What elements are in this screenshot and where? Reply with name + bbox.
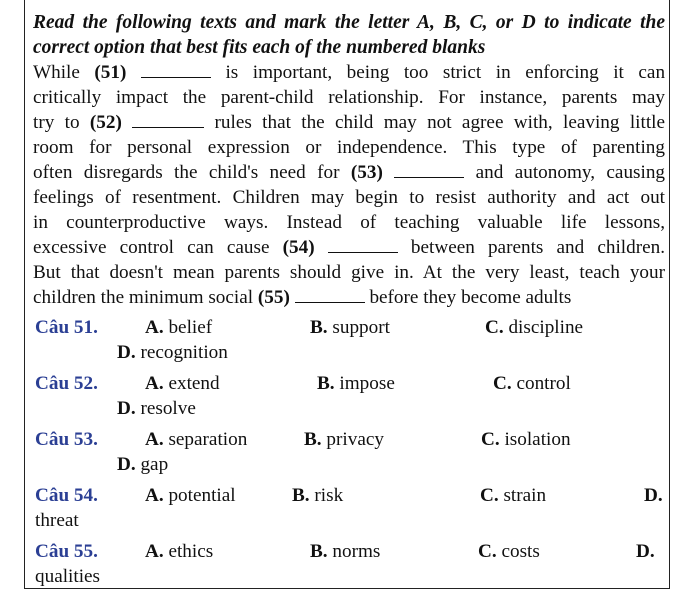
option-51-b[interactable]: B. support (310, 317, 390, 338)
blank-52 (132, 112, 204, 128)
question-53-label: Câu 53. (35, 429, 98, 450)
passage-line-5 (33, 161, 665, 185)
passage-text: excessive control can cause (33, 237, 270, 258)
blank-number-53: (53) (350, 162, 383, 183)
option-55-c[interactable]: C. costs (478, 541, 540, 562)
passage-line-2: critically impact the parent-child relationship. For instance, parents may (33, 87, 665, 108)
instruction-line-1: Read the following texts and mark the letter A, B, C, or D to indicate the (33, 12, 665, 33)
blank-51 (141, 62, 211, 78)
passage-text: and autonomy, causing (475, 162, 666, 183)
blank-54 (328, 237, 398, 253)
question-54-label: Câu 54. (35, 485, 98, 506)
option-52-b[interactable]: B. impose (317, 373, 395, 394)
option-52-d[interactable]: D. resolve (117, 398, 196, 419)
option-55-a[interactable]: A. ethics (145, 541, 214, 562)
option-54-d-text[interactable]: threat (35, 510, 79, 531)
option-53-c[interactable]: C. isolation (481, 429, 571, 450)
passage-text: between parents and children. (410, 237, 666, 258)
passage-text: often disregards the child's need for (33, 162, 340, 183)
question-55-label: Câu 55. (35, 541, 98, 562)
passage-line-7: in counterproductive ways. Instead of teaching valuable life lessons, (33, 212, 665, 233)
option-53-d[interactable]: D. gap (117, 454, 169, 475)
option-54-a[interactable]: A. potential (145, 485, 236, 506)
question-51-label: Câu 51. (35, 317, 98, 338)
passage-text: try to (33, 112, 80, 133)
option-54-c[interactable]: C. strain (480, 485, 547, 506)
option-55-d-text[interactable]: qualities (35, 566, 101, 587)
passage-text: children the minimum social (33, 287, 254, 308)
passage-text: While (33, 62, 80, 83)
option-52-a[interactable]: A. extend (145, 373, 220, 394)
blank-number-55: (55) (257, 287, 290, 308)
option-53-b[interactable]: B. privacy (304, 429, 384, 450)
passage-line-3 (33, 111, 665, 135)
blank-53 (394, 162, 464, 178)
option-54-d-letter[interactable]: D. (644, 485, 663, 506)
blank-number-51: (51) (94, 62, 127, 83)
passage-text: rules that the child may not agree with, leaving little (214, 112, 665, 133)
option-54-b[interactable]: B. risk (292, 485, 344, 506)
option-51-c[interactable]: C. discipline (485, 317, 584, 338)
passage-line-9: But that doesn't mean parents should give in. At the very least, teach your (33, 262, 665, 283)
passage-text: is important, being too strict in enforcing it can (225, 62, 666, 83)
option-55-d-letter[interactable]: D. (636, 541, 655, 562)
passage-text: before they become adults (369, 287, 572, 308)
instruction-line-2: correct option that best fits each of the numbered blanks (33, 37, 486, 58)
option-52-c[interactable]: C. control (493, 373, 571, 394)
option-51-a[interactable]: A. belief (145, 317, 213, 338)
passage-line-1 (33, 61, 665, 85)
passage-line-4: room for personal expression or independence. This type of parenting (33, 137, 665, 158)
passage-line-8 (33, 236, 665, 260)
passage-line-10 (33, 286, 665, 310)
option-51-d[interactable]: D. recognition (117, 342, 228, 363)
blank-number-52: (52) (89, 112, 122, 133)
blank-55 (295, 287, 365, 303)
option-55-b[interactable]: B. norms (310, 541, 381, 562)
blank-number-54: (54) (282, 237, 315, 258)
question-52-label: Câu 52. (35, 373, 98, 394)
passage-line-6: feelings of resentment. Children may begin to resist authority and act out (33, 187, 665, 208)
option-53-a[interactable]: A. separation (145, 429, 248, 450)
